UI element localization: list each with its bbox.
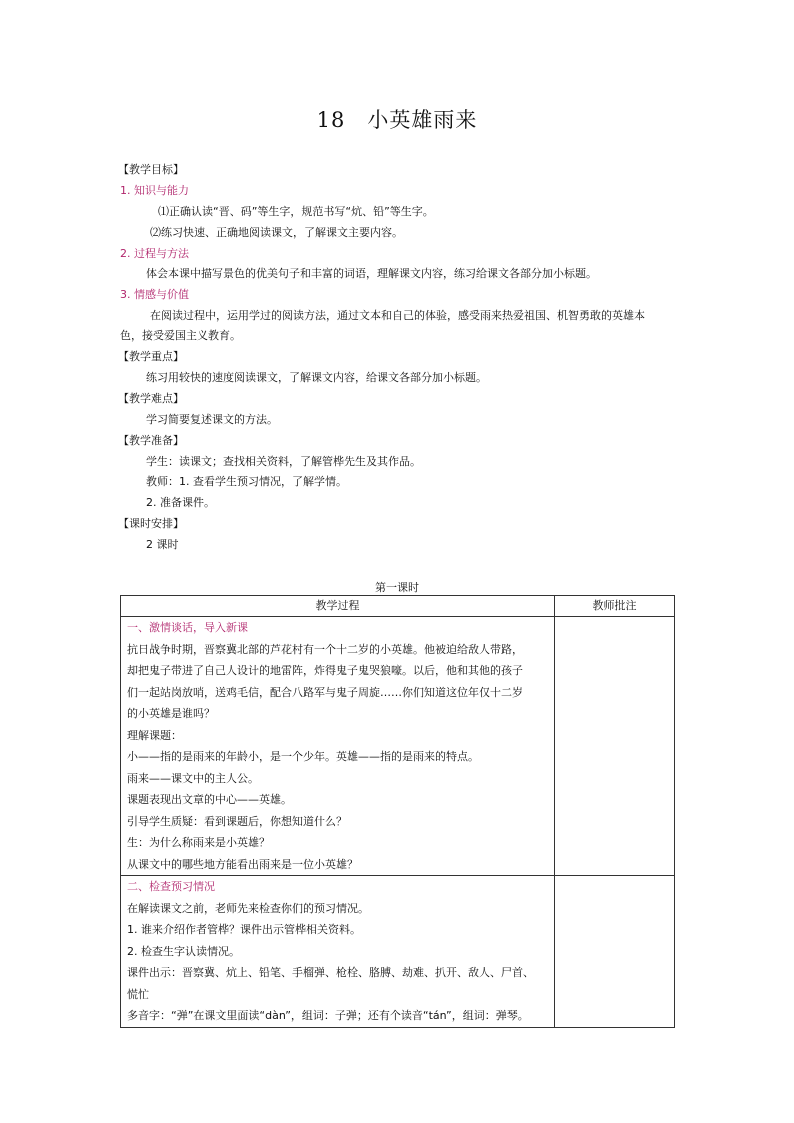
difficulties-text: 学习简要复述课文的方法。 — [146, 413, 278, 426]
section-1-line: 从课文中的哪些地方能看出雨来是一位小英雄？ — [127, 857, 358, 871]
section-1-line: 课题表现出文章的中心——英雄。 — [127, 793, 292, 806]
section-1-line: 雨来——课文中的主人公。 — [127, 771, 259, 785]
section-2-line: 1. 谁来介绍作者管桦？课件出示管桦相关资料。 — [127, 923, 361, 936]
key-points-heading: 【教学重点】 — [118, 350, 184, 363]
notes-cell-section-2 — [555, 876, 675, 1028]
preparation-teacher-2: 2. 准备课件。 — [146, 496, 215, 509]
section-1-line: 抗日战争时期，晋察冀北部的芦花村有一个十二岁的小英雄。他被迫给敌人带路， — [127, 642, 523, 656]
section-2-line: 多音字：“弹”在课文里面读“dàn”，组词：子弹；还有个读音“tán”，组词：弹琴。 — [127, 1009, 529, 1022]
section-1-title: 一、激情谈话，导入新课 — [127, 621, 248, 634]
section-2-line: 慌忙 — [127, 987, 149, 1001]
preparation-teacher-1: 教师：1. 查看学生预习情况，了解学情。 — [146, 475, 347, 488]
section-1-line: 小——指的是雨来的年龄小，是一个少年。英雄——指的是雨来的特点。 — [127, 750, 479, 763]
objective-3-text-line-2: 色，接受爱国主义教育。 — [120, 329, 241, 342]
section-1-line: 生：为什么称雨来是小英雄？ — [127, 836, 270, 849]
lesson-title: 小英雄雨来 — [367, 108, 478, 132]
objective-1-item-1: ⑴正确认读“晋、码”等生字，规范书写“炕、铅”等生字。 — [158, 205, 434, 218]
key-points-text: 练习用较快的速度阅读课文，了解课文内容，给课文各部分加小标题。 — [146, 371, 487, 384]
lesson-plan-table — [120, 595, 675, 1028]
objective-1-item-2: ⑵练习快速、正确地阅读课文，了解课文主要内容。 — [150, 226, 403, 239]
section-1-line: 引导学生质疑：看到课题后，你想知道什么？ — [127, 814, 347, 828]
section-2-line: 2. 检查生字认读情况。 — [127, 944, 240, 958]
table-header-row — [121, 596, 675, 617]
preparation-heading: 【教学准备】 — [118, 434, 184, 447]
objective-2-title: 2. 过程与方法 — [120, 247, 189, 260]
objective-2-text: 体会本课中描写景色的优美句子和丰富的词语，理解课文内容，练习给课文各部分加小标题。 — [146, 267, 597, 280]
section-2-title: 二、检查预习情况 — [127, 880, 215, 893]
column-header-notes: 教师批注 — [555, 596, 675, 617]
objective-3-text-line-1: 在阅读过程中，运用学过的阅读方法，通过文本和自己的体验，感受雨来热爱祖国、机智勇敢的英雄本 — [150, 309, 645, 322]
objectives-heading: 【教学目标】 — [118, 163, 184, 176]
table-caption: 第一课时 — [375, 581, 419, 594]
section-1-line: 理解课题： — [127, 728, 182, 742]
lesson-number: 18 — [316, 108, 346, 132]
section-1-line: 们一起站岗放哨，送鸡毛信，配合八路军与鬼子周旋……你们知道这位年仅十二岁 — [127, 685, 523, 699]
table-row — [121, 876, 675, 1028]
difficulties-heading: 【教学难点】 — [118, 392, 184, 405]
table-row — [121, 617, 675, 876]
process-cell-section-2 — [121, 876, 555, 1028]
notes-cell-section-1 — [555, 617, 675, 876]
preparation-student: 学生：读课文；查找相关资料，了解管桦先生及其作品。 — [146, 455, 421, 468]
objective-3-title: 3. 情感与价值 — [120, 288, 189, 301]
section-2-line: 在解读课文之前，老师先来检查你们的预习情况。 — [127, 901, 369, 915]
section-2-line: 课件出示：晋察冀、炕上、铅笔、手榴弹、枪栓、胳膊、劫难、扒开、敌人、尸首、 — [127, 966, 534, 979]
schedule-heading: 【课时安排】 — [118, 517, 184, 530]
objective-1-title: 1. 知识与能力 — [120, 184, 189, 197]
column-header-process: 教学过程 — [121, 596, 555, 617]
section-1-line: 的小英雄是谁吗？ — [127, 707, 215, 720]
section-1-line: 却把鬼子带进了自己人设计的地雷阵，炸得鬼子鬼哭狼嚎。以后，他和其他的孩子 — [127, 664, 523, 677]
schedule-text: 2 课时 — [146, 538, 179, 551]
process-cell-section-1 — [121, 617, 555, 876]
page-title — [0, 104, 794, 134]
